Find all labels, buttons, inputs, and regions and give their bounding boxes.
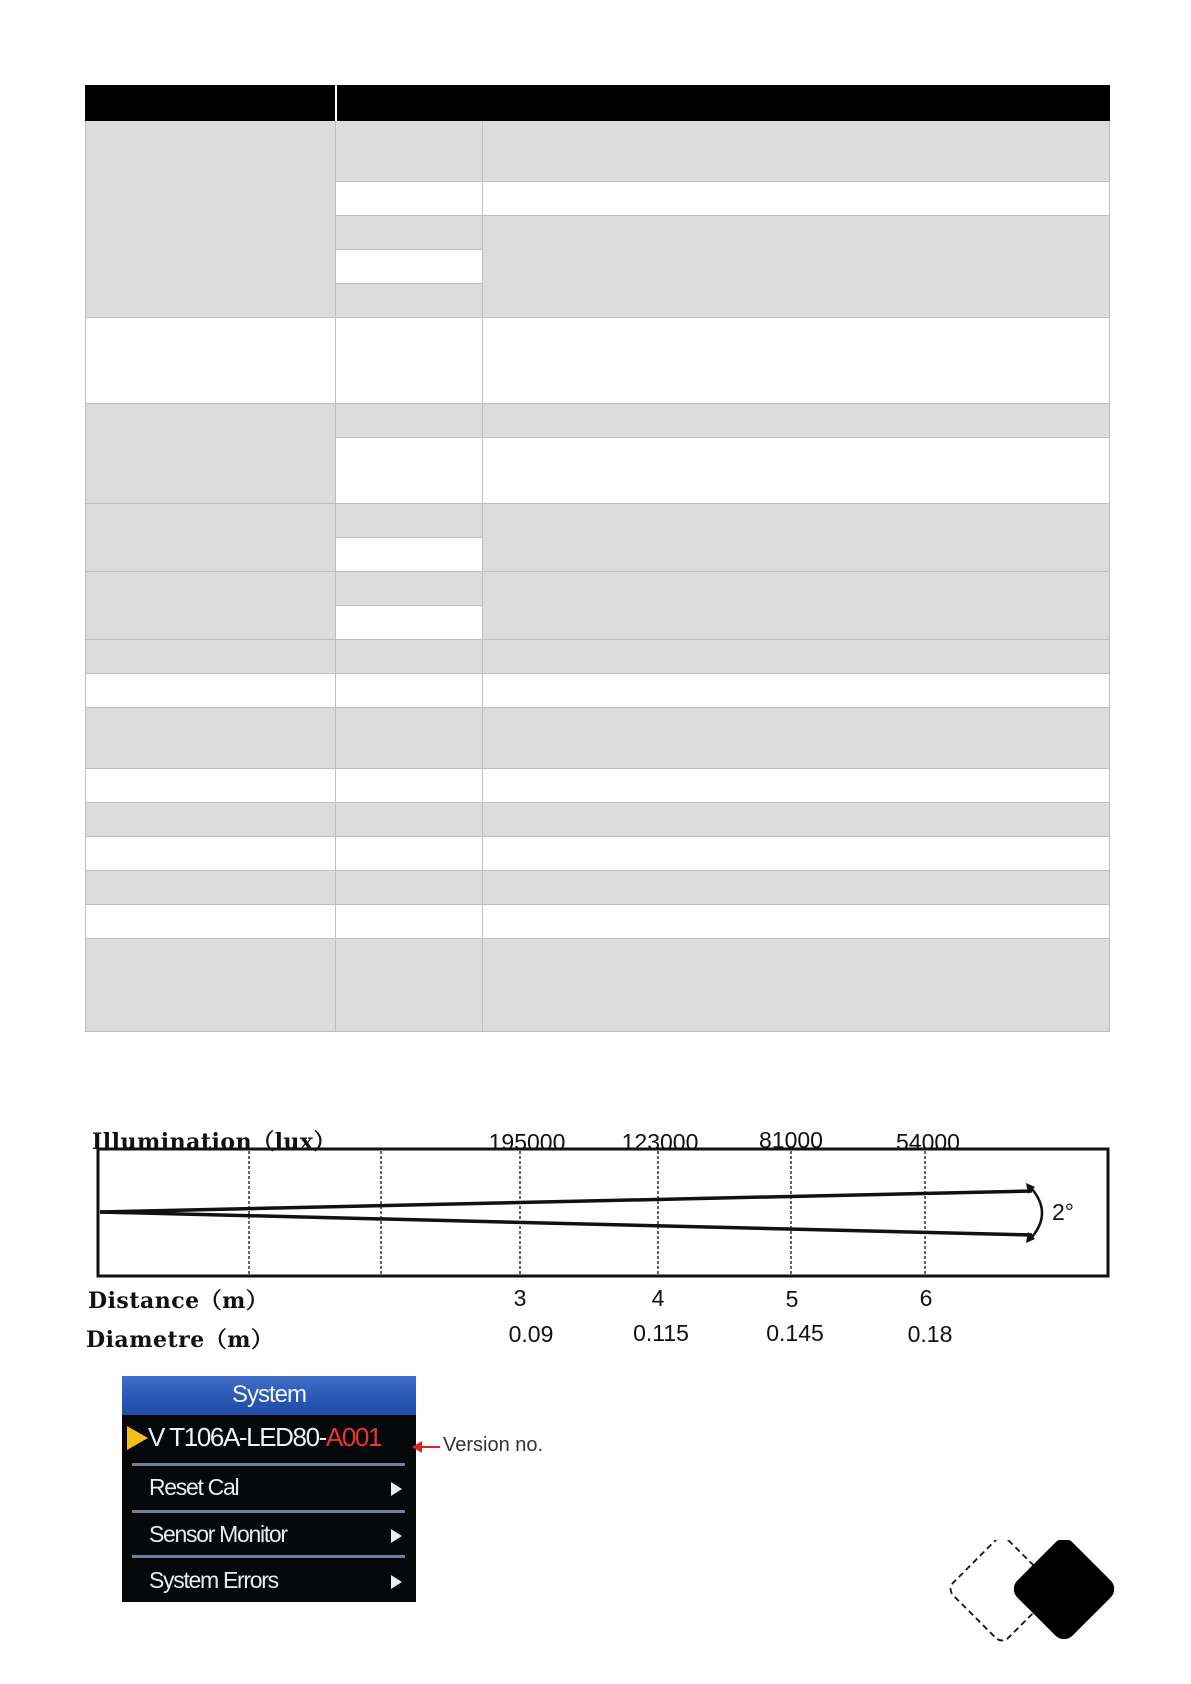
table-row [86,837,1110,871]
table-cell [86,572,336,640]
menu-item-sensor-monitor[interactable] [122,1513,416,1557]
table-cell [483,572,1110,640]
table-cell [86,674,336,708]
diameter-value: 0.18 [907,1321,953,1347]
table-cell [86,504,336,572]
table-cell [483,837,1110,871]
illumination-value: 81000 [759,1127,823,1153]
corner-diamonds-decoration [940,1540,1180,1670]
version-callout [412,1436,562,1466]
table-cell [336,674,483,708]
table-cell [483,438,1110,504]
table-cell [336,504,483,538]
callout-arrow-line [420,1446,440,1448]
diameter-value: 0.09 [508,1321,554,1347]
menu-item-system-errors[interactable] [122,1559,416,1602]
table-cell [483,182,1110,216]
table-cell [336,572,483,606]
version-prefix: V T106A-LED80- [148,1422,326,1452]
menu-title-bar [122,1376,416,1415]
diameter-value: 0.115 [633,1320,689,1346]
table-cell [86,121,336,318]
diameter-label: Diametre（m） [86,1327,274,1353]
version-text [148,1422,381,1453]
table-cell [336,438,483,504]
table-cell [336,182,483,216]
beam-angle-label: 2° [1052,1199,1074,1225]
table-cell [336,318,483,404]
table-cell [483,871,1110,905]
spec-table [85,85,1110,1032]
table-cell [86,871,336,905]
table-cell [483,216,1110,318]
menu-item-label: Sensor Monitor [149,1521,287,1547]
table-cell [86,803,336,837]
header-cell [86,86,336,121]
table-cell [336,837,483,871]
beam-lower-edge [100,1212,1032,1235]
table-row [86,905,1110,939]
table-header-row [86,86,1110,121]
table-cell [483,318,1110,404]
table-cell [336,803,483,837]
table-cell [86,939,336,1032]
illumination-value: 54000 [896,1129,960,1155]
table-row [86,803,1110,837]
menu-divider [132,1555,405,1558]
table-cell [483,905,1110,939]
table-cell [336,905,483,939]
distance-value: 4 [651,1285,665,1311]
header-cell [336,86,1110,121]
table-cell [86,708,336,769]
table-cell [483,708,1110,769]
table-row [86,939,1110,1032]
table-row [86,640,1110,674]
table-cell [336,538,483,572]
illumination-label: Illumination（lux） [92,1129,337,1155]
table-cell [86,640,336,674]
table-cell [483,803,1110,837]
illumination-value: 123000 [621,1129,699,1155]
table-cell [336,708,483,769]
beam-upper-edge [100,1191,1032,1212]
menu-item-reset-cal[interactable] [122,1466,416,1510]
table-cell [483,640,1110,674]
table-cell [336,250,483,284]
table-cell [483,121,1110,182]
table-row [86,572,1110,606]
distance-value: 6 [919,1285,933,1311]
distance-value: 3 [513,1285,527,1311]
version-suffix: A001 [325,1422,382,1452]
table-cell [336,121,483,182]
system-menu-screenshot [122,1376,416,1602]
table-cell [336,404,483,438]
illumination-value: 195000 [488,1129,566,1155]
menu-title: System [231,1381,306,1408]
diameter-value: 0.145 [766,1320,824,1346]
table-cell [336,284,483,318]
beam-angle-arc [1032,1189,1042,1237]
submenu-arrow-icon [391,1482,402,1496]
table-row [86,318,1110,404]
menu-item-label: Reset Cal [149,1474,239,1500]
table-row [86,871,1110,905]
table-cell [483,939,1110,1032]
table-cell [336,640,483,674]
table-cell [336,871,483,905]
table-cell [483,404,1110,438]
table-cell [86,905,336,939]
table-cell [483,674,1110,708]
table-row [86,121,1110,182]
distance-value: 5 [785,1286,799,1312]
filled-diamond [1009,1540,1119,1644]
table-row [86,674,1110,708]
submenu-arrow-icon [391,1575,402,1589]
table-cell [336,939,483,1032]
table-row [86,708,1110,769]
table-cell [86,404,336,504]
table-row [86,504,1110,538]
table-cell [86,318,336,404]
selection-cursor-icon [127,1426,148,1450]
submenu-arrow-icon [391,1529,402,1543]
table-cell [483,769,1110,803]
menu-item-version[interactable] [122,1416,416,1460]
distance-label: Distance（m） [88,1288,269,1314]
table-cell [336,769,483,803]
table-cell [86,837,336,871]
table-row [86,404,1110,438]
beam-diagram [80,1095,1120,1355]
callout-text: Version no. [443,1434,544,1456]
table-cell [336,216,483,250]
menu-item-label: System Errors [149,1567,278,1593]
table-cell [86,769,336,803]
table-row [86,769,1110,803]
table-cell [336,606,483,640]
table-cell [483,504,1110,572]
